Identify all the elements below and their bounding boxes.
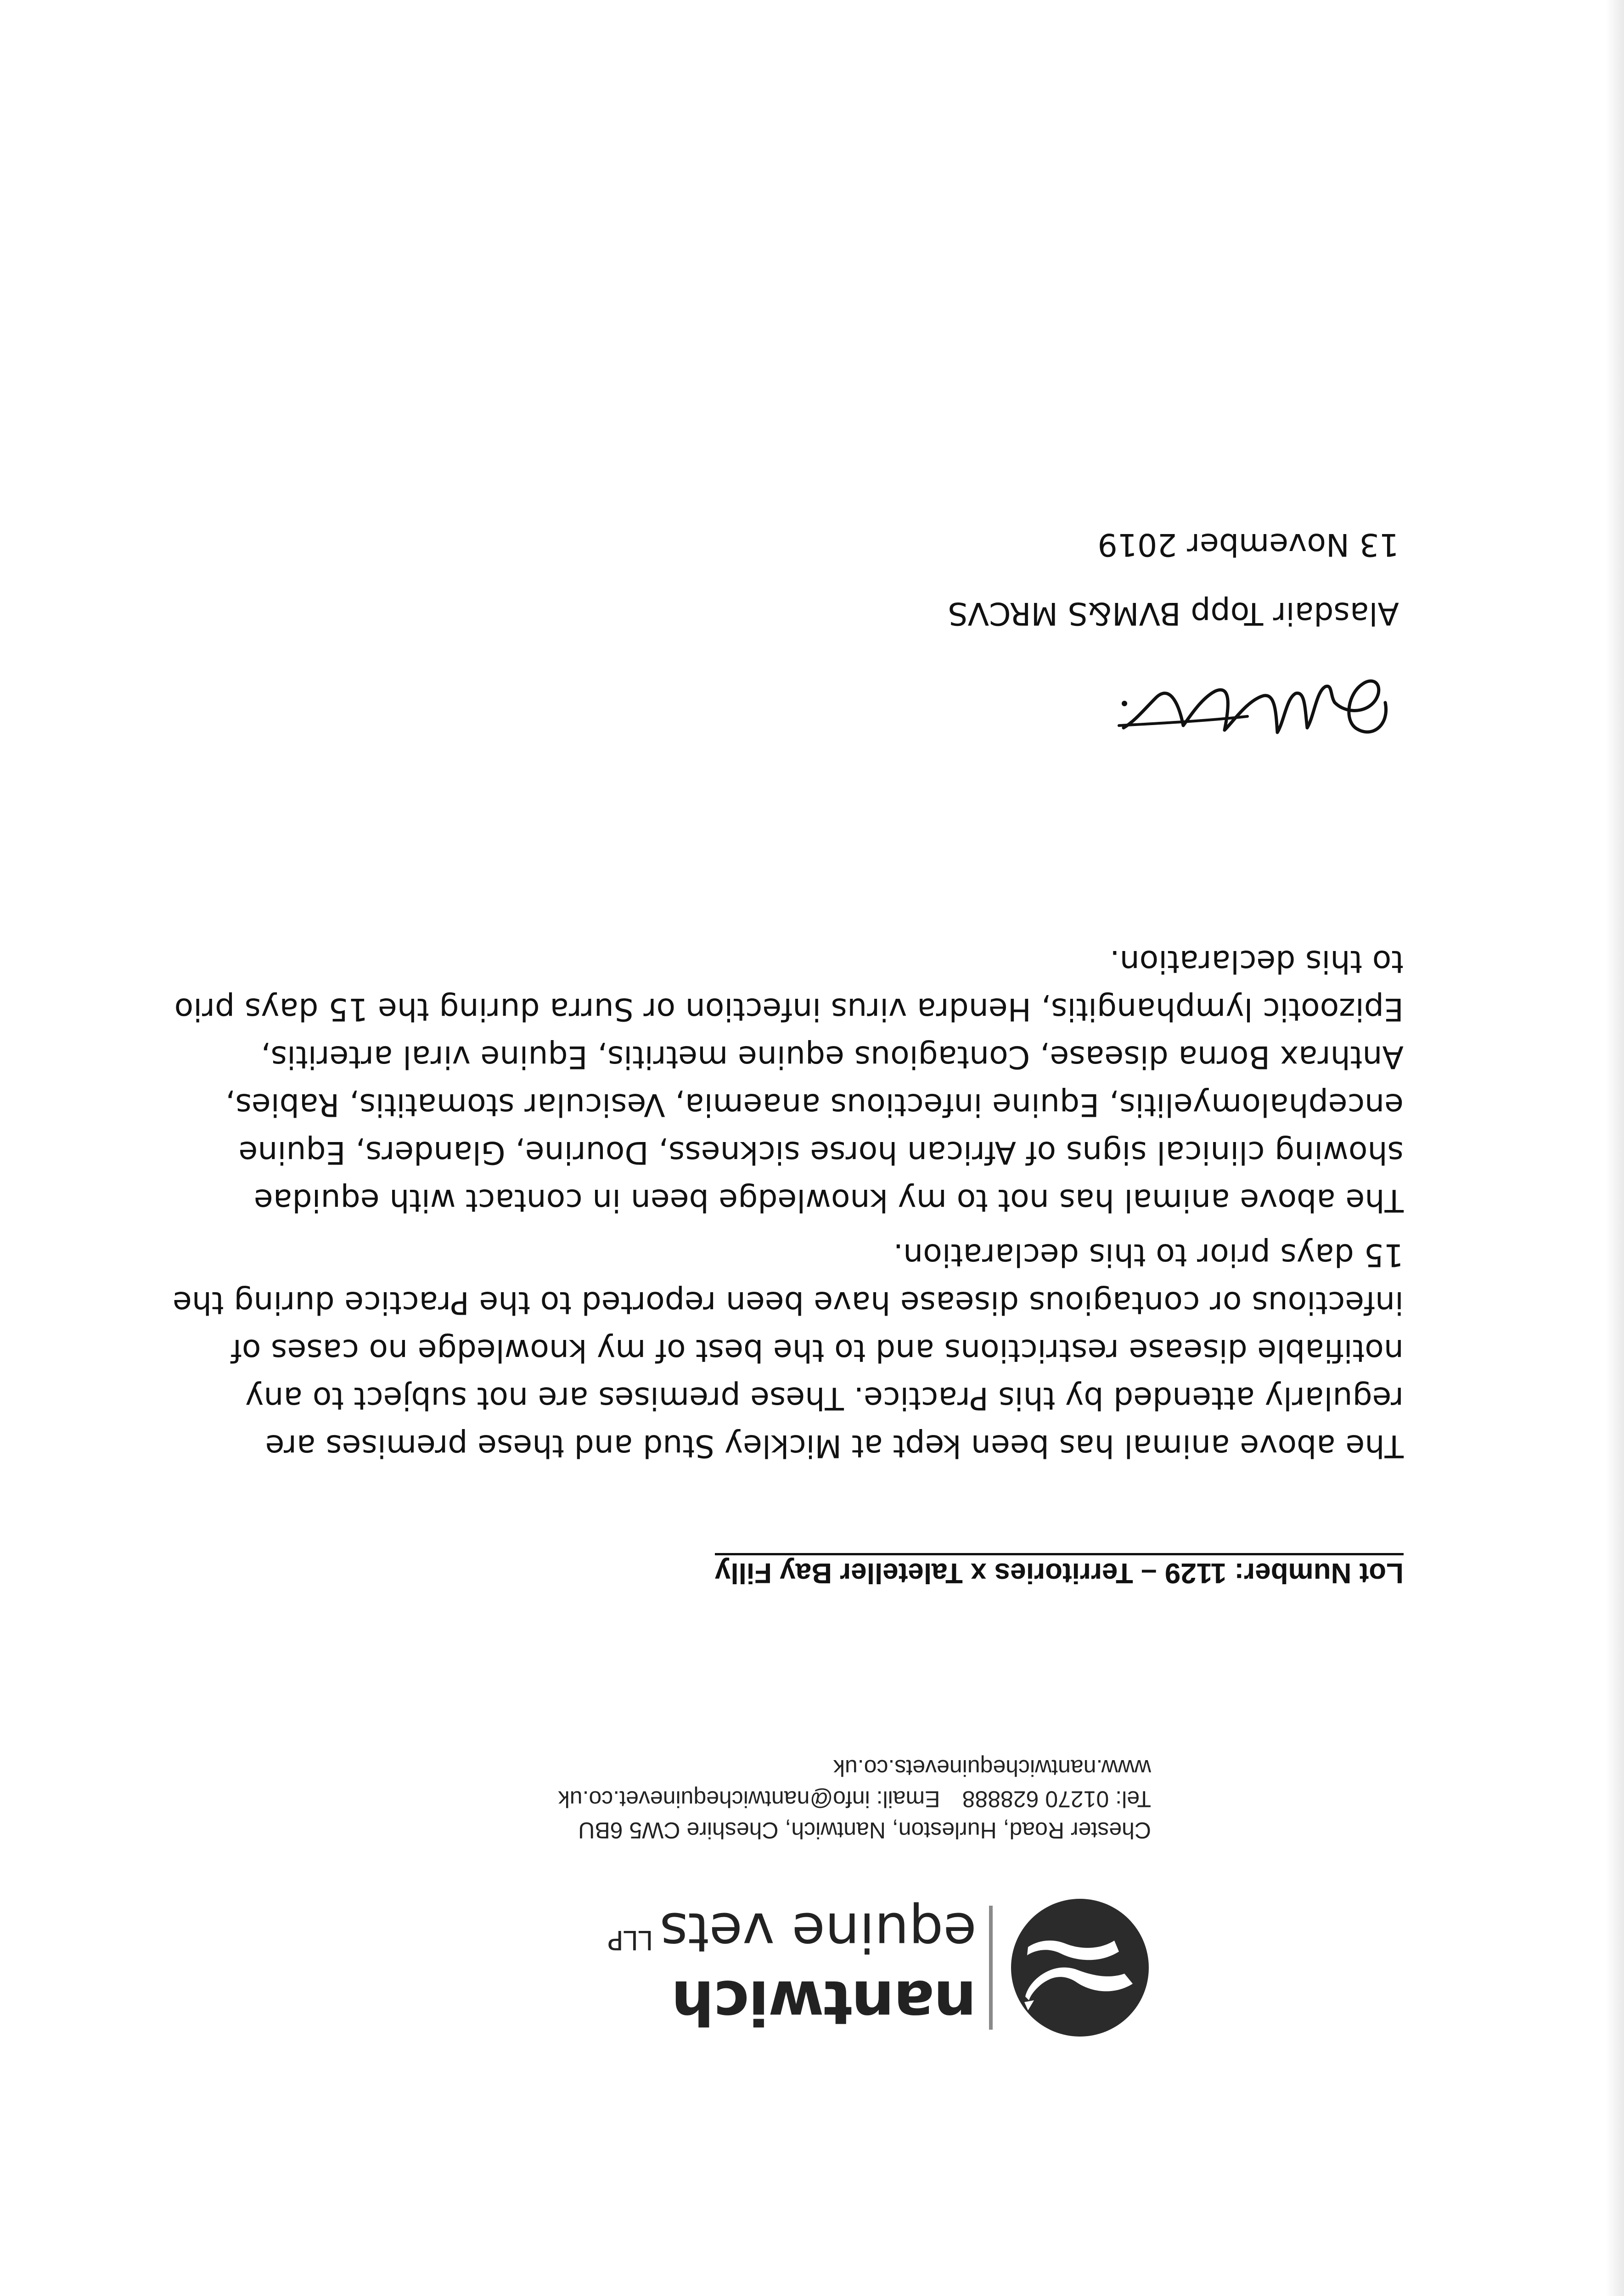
brand-suffix: LLP xyxy=(607,1925,653,1956)
paragraph-line: The above animal has not to my knowledge been in contact with equidae xyxy=(253,1182,1404,1218)
lot-heading xyxy=(715,1554,1404,1591)
paragraph-line: regularly attended by this Practice. These premises are not subject to any xyxy=(245,1380,1404,1416)
paragraph-line: Anthrax Borna disease, Contagious equine metritis, Equine viral arteritis, xyxy=(261,1039,1404,1075)
address-line: Chester Road, Hurleston, Nantwich, Cheshire CW5 6BU xyxy=(578,1818,1151,1843)
paragraph-premises xyxy=(173,1231,1404,1469)
signatory-name: Alasdair Topp BVM&S MRCVS xyxy=(948,595,1399,631)
paragraph-contact xyxy=(174,937,1404,1224)
paragraph-line: notifiable disease restrictions and to the best of my knowledge no cases of xyxy=(230,1332,1404,1368)
handwritten-signature xyxy=(1105,652,1399,771)
brand-name: nantwich xyxy=(672,1967,977,2037)
lot-heading-text: Lot Number: 1129 – Territories x Taleteller Bay Filly xyxy=(715,1553,1404,1589)
paragraph-line: 15 days prior to this declaration. xyxy=(893,1237,1404,1273)
paragraph-line: The above animal has been kept at Mickley Stud and these premises are xyxy=(265,1428,1404,1464)
paragraph-line: Epizootic lymphangitis, Hendra virus infection or Surra during the 15 days prio xyxy=(174,991,1404,1027)
contact-line xyxy=(508,1784,1151,1815)
telephone: Tel: 01270 628888 xyxy=(962,1786,1151,1812)
address-block xyxy=(508,1752,1151,1846)
letterhead xyxy=(508,1690,1151,2039)
logo-divider xyxy=(989,1906,993,2030)
paragraph-line: encephalomyelitis, Equine infectious anaemia, Vesicular stomatitis, Rabies, xyxy=(225,1086,1404,1123)
paragraph-line: to this declaration. xyxy=(1109,943,1404,979)
scan-edge-shadow xyxy=(1606,0,1624,2296)
signature-date: 13 November 2019 xyxy=(1097,526,1399,563)
paragraph-line: showing clinical signs of African horse sickness, Dourine, Glanders, Equine xyxy=(238,1134,1404,1171)
brand-subtitle xyxy=(607,1902,977,1970)
paragraph-line: infectious or contagious disease have been reported to the Practice during the xyxy=(173,1284,1404,1321)
website: www.nantwichequinevets.co.uk xyxy=(833,1755,1151,1781)
horse-and-hand-circle-icon xyxy=(1009,1896,1151,2039)
brand-sub-text: equine vets xyxy=(659,1901,977,1964)
email-address: Email: info@nantwichequinevet.co.uk xyxy=(558,1786,940,1812)
